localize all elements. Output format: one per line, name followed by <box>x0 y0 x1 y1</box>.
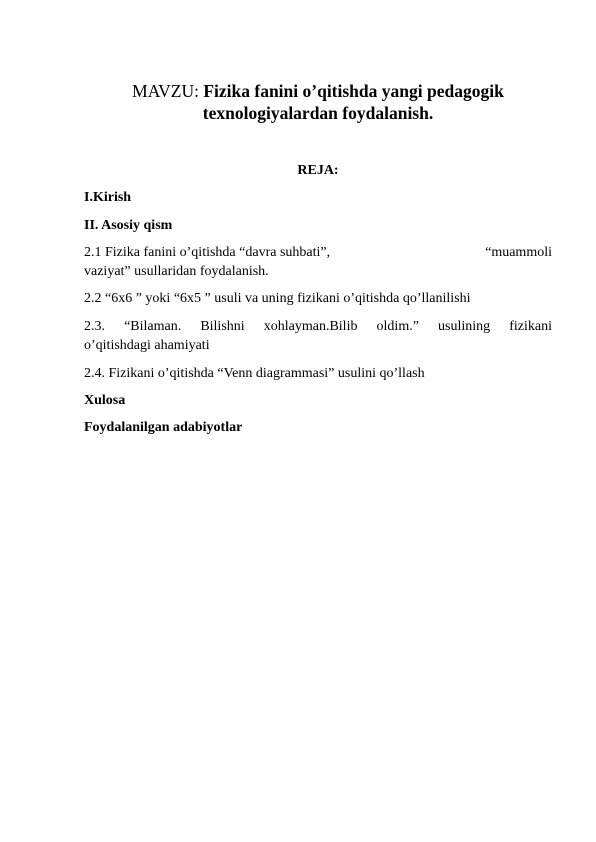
outline-item-2-3-line2: o’qitishdagi ahamiyati <box>84 338 210 353</box>
outline-conclusion: Xulosa <box>84 393 126 408</box>
outline-item-2-1-line1 <box>84 244 552 262</box>
outline-item-2-1-line2: vaziyat” usullaridan foydalanish. <box>84 264 269 279</box>
outline-main: II. Asosiy qism <box>84 218 173 233</box>
outline-intro: I.Kirish <box>84 190 132 205</box>
outline-item-2-4: 2.4. Fizikani o’qitishda “Venn diagrammasi” usulini qo’llash <box>84 366 425 381</box>
plan-heading: REJA: <box>297 163 339 178</box>
title-line-2: texnologiyalardan foydalanish. <box>202 103 434 123</box>
outline-item-2-1-text: 2.1 Fizika fanini o’qitishda “davra suhbati”, <box>84 245 331 260</box>
title-lead: MAVZU: <box>132 81 199 101</box>
outline-item-2-2: 2.2 “6x6 ” yoki “6x5 ” usuli va uning fizikani o’qitishda qo’llanilishi <box>84 291 471 306</box>
document-title <box>84 80 552 124</box>
outline-references: Foydalanilgan adabiyotlar <box>84 420 243 435</box>
title-topic: Fizika fanini o’qitishda yangi pedagogik <box>198 81 504 101</box>
outline-item-2-1-tail: “muammoli <box>485 245 552 260</box>
title-line-1 <box>84 80 552 102</box>
outline-item-2-3-line1: 2.3. “Bilaman. Bilishni xohlayman.Bilib oldim.” usulining fizikani <box>84 319 552 334</box>
